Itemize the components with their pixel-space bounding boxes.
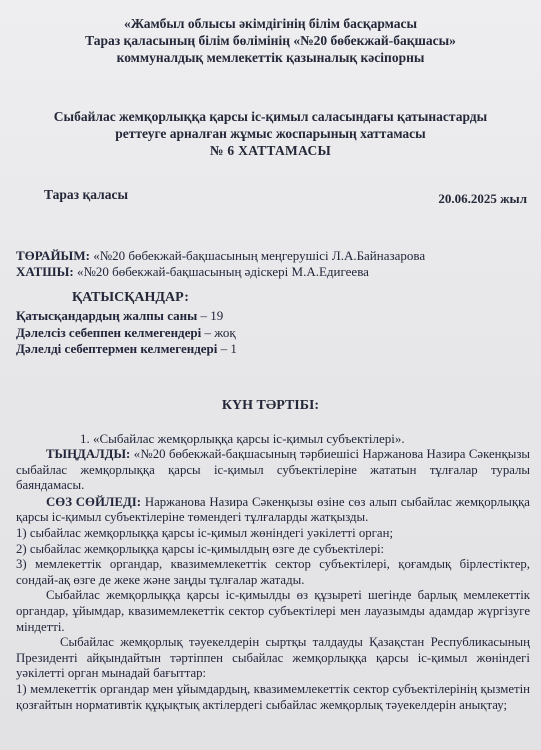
spoke-label: СӨЗ СӨЙЛЕДІ: bbox=[46, 494, 142, 509]
chair-line bbox=[16, 247, 425, 264]
title-line-3: № 6 ХАТТАМАСЫ bbox=[209, 143, 332, 158]
protocol-title bbox=[0, 108, 541, 159]
participants-absent-unexcused: Дәлелсіз себеппен келмегендері – жоқ bbox=[16, 325, 236, 340]
paragraph-2: Сыбайлас жемқорлық тәуекелдерін сыртқы талдауды Қазақстан Республикасының Президенті айқындайтын тәртіппен сыбайлас жемқорлыққа қарсы іс-қимыл жөніндегі уәкілетті орган мынадай бағыттар: bbox=[16, 635, 530, 681]
chair-text: «№20 бөбекжай-бақшасының меңгерушісі Л.А.Байназарова bbox=[89, 248, 426, 263]
protocol-body bbox=[16, 447, 530, 713]
participants-absent-excused: Дәлелді себептермен келмегендері – 1 bbox=[16, 341, 237, 356]
paragraph-1: Сыбайлас жемқорлыққа қарсы іс-қимылды өз құзыреті шегінде барлық мемлекеттік органдар, ұйымдар, квазимемлекеттік сектор субъектілері мен лауазымды адамдар жүргізуге міндетті. bbox=[16, 588, 530, 634]
header-line-2: Тараз қаласының білім бөлімінің «№20 бөбекжай-бақшасы» bbox=[85, 33, 456, 48]
participants-heading: ҚАТЫСҚАНДАР: bbox=[72, 290, 189, 305]
place: Тараз қаласы bbox=[44, 187, 128, 202]
listened-label: ТЫҢДАЛДЫ: bbox=[46, 447, 131, 461]
paragraph-3: 1) мемлекеттік органдар мен ұйымдардың, квазимемлекеттік сектор субъектілерінің қызметін қозғайтын нормативтік құқықтық актілердегі сыбайлас жемқорлық тәуекелдерін анықтау; bbox=[16, 681, 530, 712]
header-line-3: коммуналдық мемлекеттік қазыналық кәсіпорны bbox=[116, 50, 425, 65]
listened-paragraph: ТЫҢДАЛДЫ: «№20 бөбекжай-бақшасының тәрбиешісі Наржанова Назира Сәкенқызы сыбайлас жемқорлыққа қарсы іс-қимыл субъектілеріне жататын тұлғалар туралы баяндамасы. bbox=[16, 447, 530, 493]
secretary-text: «№20 бөбекжай-бақшасының әдіскері М.А.Едигеева bbox=[73, 264, 369, 279]
agenda-heading: КҮН ТӘРТІБІ: bbox=[221, 398, 320, 413]
list-item-3: 3) мемлекеттік органдар, квазимемлекеттік сектор субъектілері, қоғамдық бірлестіктер, сондай-ақ өзге де жеке және заңды тұлғалар жатады. bbox=[16, 557, 530, 587]
secretary-label: ХАТШЫ: bbox=[16, 264, 74, 279]
title-line-2: реттеуге арналған жұмыс жоспарының хаттамасы bbox=[115, 126, 426, 141]
chair-label: ТӨРАЙЫМ: bbox=[16, 248, 90, 263]
organization-header bbox=[0, 15, 541, 66]
agenda-item-1: 1. «Сыбайлас жемқорлыққа қарсы іс-қимыл субъектілері». bbox=[80, 431, 405, 446]
date: 20.06.2025 жыл bbox=[438, 191, 527, 206]
header-line-1: «Жамбыл облысы әкімдігінің білім басқармасы bbox=[123, 16, 418, 31]
list-item-2: 2) сыбайлас жемқорлыққа қарсы іс-қимылдың өзге де субъектілері: bbox=[16, 541, 385, 556]
secretary-line bbox=[16, 263, 369, 280]
title-line-1: Сыбайлас жемқорлыққа қарсы іс-қимыл саласындағы қатынастарды bbox=[53, 109, 488, 124]
list-item-1: 1) сыбайлас жемқорлыққа қарсы іс-қимыл жөніндегі уәкілетті орган; bbox=[16, 525, 394, 540]
spoke-paragraph: СӨЗ СӨЙЛЕДІ: Наржанова Назира Сәкенқызы өзіне сөз алып сыбайлас жемқорлыққа қарсы іс-қимыл субъектілеріне төмендегі тұлғаларды жатқызды. bbox=[16, 494, 530, 525]
participants-total: Қатысқандардың жалпы саны – 19 bbox=[16, 308, 224, 323]
